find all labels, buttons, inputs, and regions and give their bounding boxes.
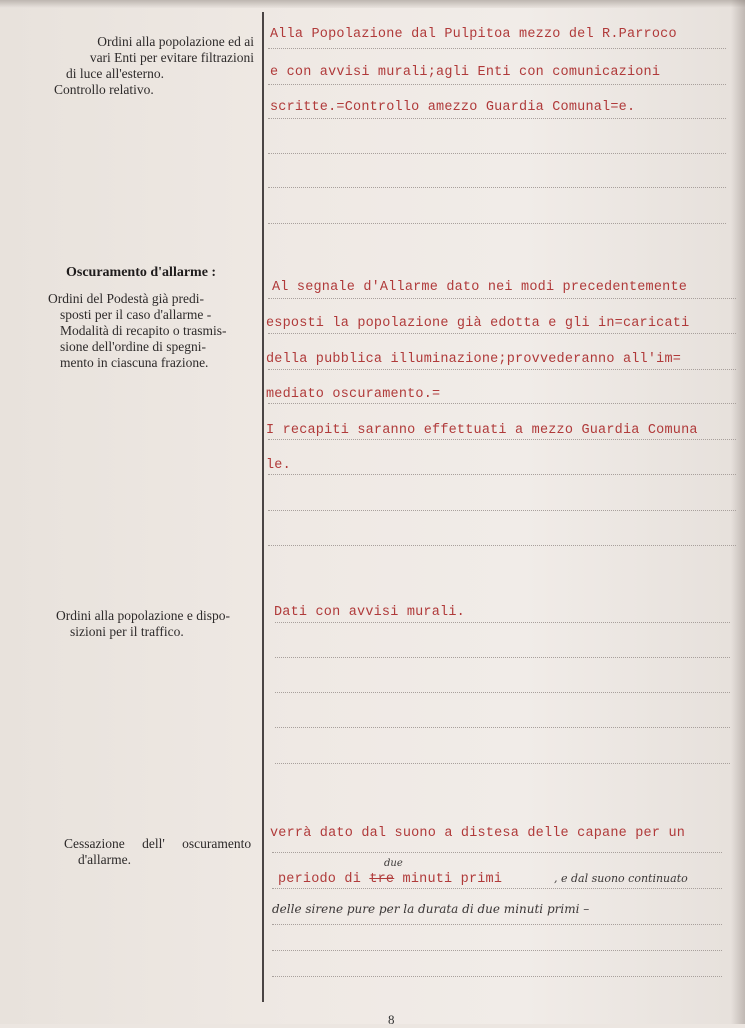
ruled-line — [268, 369, 736, 370]
typed-line: esposti la popolazione già edotta e gli in=caricati — [266, 316, 690, 331]
ruled-line — [272, 924, 722, 925]
ruled-line — [268, 118, 726, 119]
section1-label-line: Controllo relativo. — [54, 82, 154, 97]
typed-line: le. — [266, 458, 291, 473]
ruled-line — [272, 852, 722, 853]
ruled-line — [268, 545, 736, 546]
section3-label-line: sizioni per il traffico. — [70, 624, 184, 639]
ruled-line — [275, 692, 730, 693]
ruled-line — [268, 223, 726, 224]
ruled-line — [268, 333, 736, 334]
ruled-line — [268, 474, 736, 475]
page-shadow-top — [0, 0, 745, 8]
page-number: 8 — [388, 1012, 395, 1027]
section2-label-line: sposti per il caso d'allarme - — [60, 307, 212, 322]
section1-label — [54, 34, 254, 98]
typed-line: Alla Popolazione dal Pulpitoa mezzo del R.Parroco — [270, 27, 677, 42]
typed-line: mediato oscuramento.= — [266, 387, 441, 402]
ruled-line — [275, 727, 730, 728]
section1-label-line: di luce all'esterno. — [66, 66, 165, 81]
typed-line: Al segnale d'Allarme dato nei modi precedentemente — [272, 280, 688, 295]
ruled-line — [275, 763, 730, 764]
section4-label-line: Cessazione dell' oscuramento — [64, 836, 252, 851]
handwritten-text: delle sirene pure per la durata di due minuti primi – — [272, 902, 590, 916]
section2-label-line: sione dell'ordine di spegni- — [60, 339, 207, 354]
typed-line: della pubblica illuminazione;provvederanno all'im= — [266, 352, 682, 367]
ruled-line — [275, 657, 730, 658]
section3-label-line: Ordini alla popolazione e dispo- — [56, 608, 230, 623]
typed-line: scritte.=Controllo amezzo Guardia Comunal=e. — [270, 100, 636, 115]
page-shadow-right — [731, 0, 745, 1024]
ruled-line — [268, 187, 726, 188]
ruled-line — [268, 84, 726, 85]
handwritten-text: , e dal suono continuato — [554, 872, 688, 885]
section1-label-line: vari Enti per evitare filtrazioni — [89, 50, 254, 65]
ruled-line — [268, 298, 736, 299]
section3-label — [56, 608, 256, 640]
typed-line: e con avvisi murali;agli Enti con comunicazioni — [270, 65, 661, 80]
section2-label-line: mento in ciascuna frazione. — [60, 355, 209, 370]
section2-label-line: Modalità di recapito o trasmis- — [60, 323, 227, 338]
section2-label — [48, 291, 254, 371]
typed-fragment: periodo di — [278, 872, 362, 887]
ruled-line — [272, 888, 722, 889]
typed-line: Dati con avvisi murali. — [274, 605, 465, 620]
column-divider — [262, 12, 264, 1002]
ruled-line — [268, 153, 726, 154]
handwritten-insertion: due — [384, 858, 403, 869]
ruled-line — [268, 48, 726, 49]
ruled-line — [272, 976, 722, 977]
typed-line-with-correction — [278, 872, 502, 887]
section4-label — [64, 836, 260, 868]
typed-line: I recapiti saranno effettuati a mezzo Guardia Comuna — [266, 423, 698, 438]
section4-label-line: d'allarme. — [78, 852, 132, 867]
ruled-line — [272, 950, 722, 951]
section-heading: Oscuramento d'allarme : — [66, 265, 217, 280]
section1-label-line: Ordini alla popolazione ed ai — [97, 34, 254, 49]
ruled-line — [268, 403, 736, 404]
typed-line: verrà dato dal suono a distesa delle capane per un — [270, 826, 686, 841]
ruled-line — [268, 439, 736, 440]
ruled-line — [275, 622, 730, 623]
section2-label-line: Ordini del Podestà già predi- — [48, 291, 204, 306]
struck-word: tre — [369, 872, 395, 887]
typed-fragment: minuti primi — [402, 872, 503, 887]
ruled-line — [268, 510, 736, 511]
